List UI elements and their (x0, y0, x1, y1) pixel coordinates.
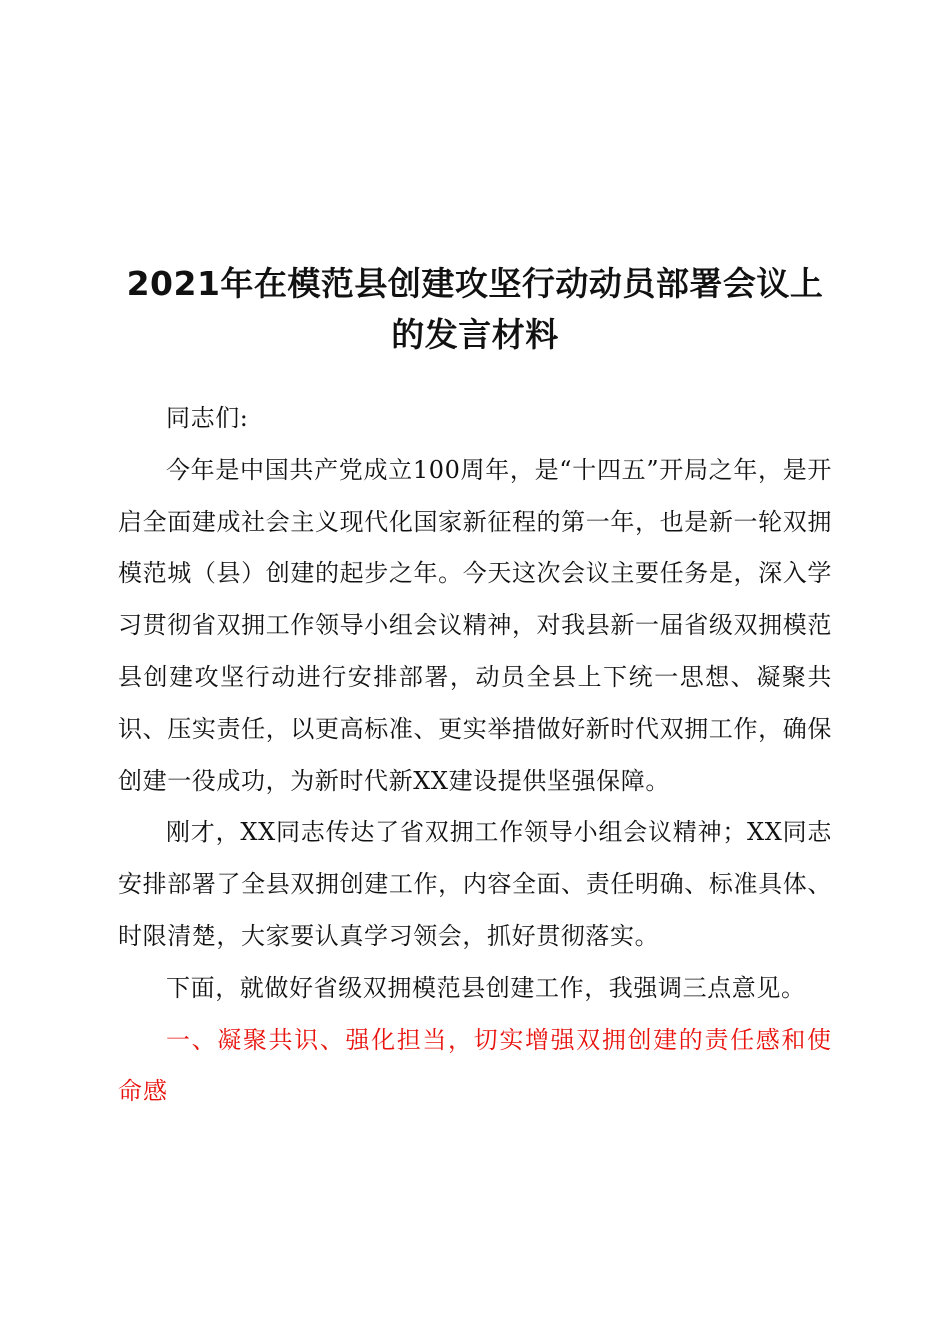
paragraph-3: 下面，就做好省级双拥模范县创建工作，我强调三点意见。 (166, 973, 806, 1002)
section-heading-1: 一、凝聚共识、强化担当，切实增强双拥创建的责任感和使命感 (118, 1025, 832, 1106)
document-title: 2021年在模范县创建攻坚行动动员部署会议上的发言材料 (126, 264, 824, 354)
paragraph-2: 刚才，XX同志传达了省双拥工作领导小组会议精神；XX同志安排部署了全县双拥创建工作，内容全面、责任明确、标准具体、时限清楚，大家要认真学习领会，抓好贯彻落实。 (118, 818, 832, 950)
paragraph-1: 今年是中国共产党成立100周年，是“十四五”开局之年，是开启全面建成社会主义现代化国家新征程的第一年，也是新一轮双拥模范城（县）创建的起步之年。今天这次会议主要任务是，深入学习贯彻省双拥工作领导小组会议精神，对我县新一届省级双拥模范县创建攻坚行动进行安排部署，动员全县上下统一思想、凝聚共识、压实责任，以更高标准、更实举措做好新时代双拥工作，确保创建一役成功，为新时代新XX建设提供坚强保障。 (118, 455, 832, 795)
salutation: 同志们: (166, 404, 249, 432)
document-body (118, 393, 832, 1118)
